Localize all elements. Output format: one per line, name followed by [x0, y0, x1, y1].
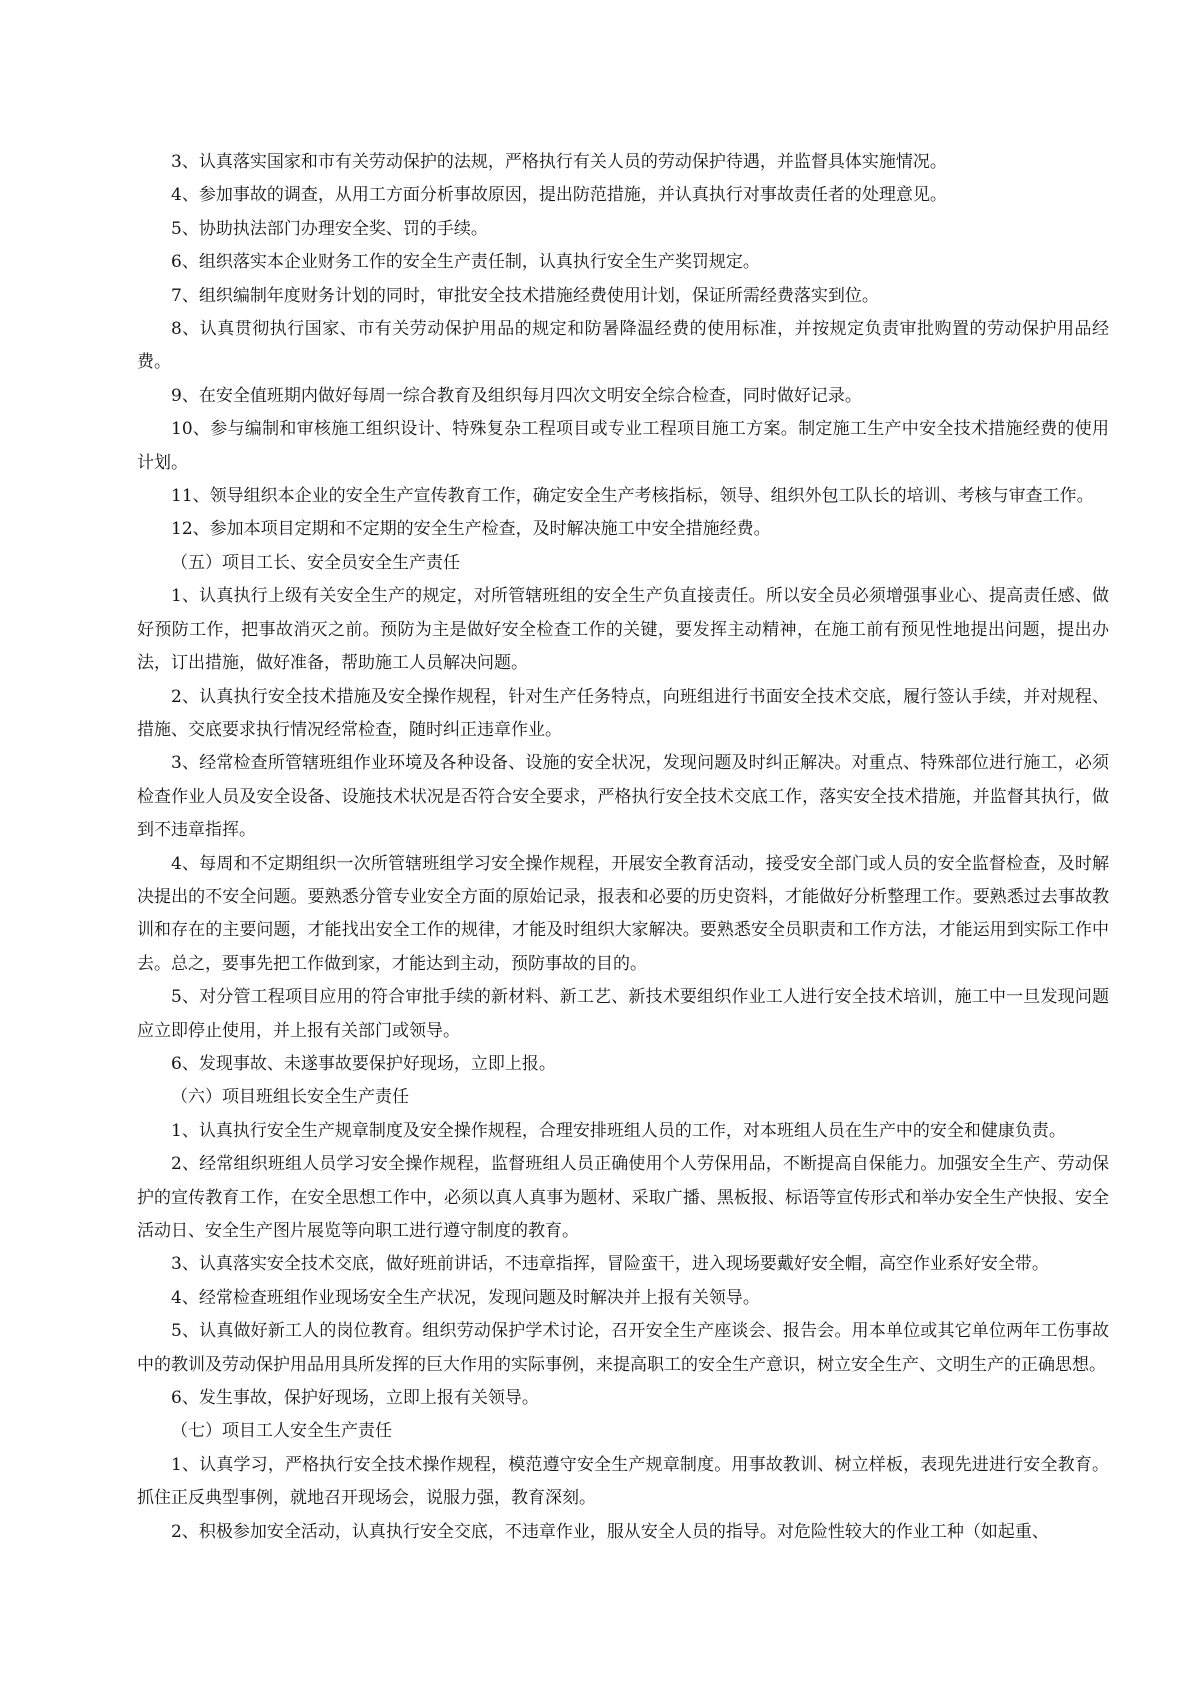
paragraph: 3、认真落实安全技术交底，做好班前讲话，不违章指挥，冒险蛮干，进入现场要戴好安全帽，高空作业系好安全带。: [171, 1254, 1049, 1275]
paragraph: 1、认真学习，严格执行安全技术操作规程，模范遵守安全生产规章制度。用事故教训、树立样板，表现先进进行安全教育。抓住正反典型事例，就地召开现场会，说服力强，教育深刻。: [137, 1454, 1109, 1509]
paragraph: 3、认真落实国家和市有关劳动保护的法规，严格执行有关人员的劳动保护待遇，并监督具体实施情况。: [171, 152, 947, 172]
paragraph: 5、认真做好新工人的岗位教育。组织劳动保护学术讨论，召开安全生产座谈会、报告会。用本单位或其它单位两年工伤事故中的教训及劳动保护用品用具所发挥的巨大作用的实际事例，来提高职工的安全生产意识，树立安全生产、文明生产的正确思想。: [137, 1321, 1109, 1375]
paragraph: 5、对分管工程项目应用的符合审批手续的新材料、新工艺、新技术要组织作业工人进行安全技术培训，施工中一旦发现问题应立即停止使用，并上报有关部门或领导。: [137, 987, 1109, 1041]
paragraph: 6、发生事故，保护好现场，立即上报有关领导。: [171, 1388, 539, 1409]
paragraph: 3、经常检查所管辖班组作业环境及各种设备、设施的安全状况，发现问题及时纠正解决。对重点、特殊部位进行施工，必须检查作业人员及安全设备、设施技术状况是否符合安全要求，严格执行安全技术交底工作，落实安全技术措施，并监督其执行，做到不违章指挥。: [137, 753, 1109, 841]
paragraph: 6、组织落实本企业财务工作的安全生产责任制，认真执行安全生产奖罚规定。: [171, 252, 760, 273]
paragraph: 4、每周和不定期组织一次所管辖班组学习安全操作规程，开展安全教育活动，接受安全部门或人员的安全监督检查，及时解决提出的不安全问题。要熟悉分管专业安全方面的原始记录，报表和必要的历史资料，才能做好分析整理工作。要熟悉过去事故教训和存在的主要问题，才能找出安全工作的规律，才能及时组织大家解决。要熟悉安全员职责和工作方法，才能运用到实际工作中去。总之，要事先把工作做到家，才能达到主动，预防事故的目的。: [137, 853, 1109, 974]
section-heading: （五）项目工长、安全员安全生产责任: [171, 552, 460, 573]
section-heading: （七）项目工人安全生产责任: [171, 1421, 392, 1442]
paragraph: 2、积极参加安全活动，认真执行安全交底，不违章作业，服从安全人员的指导。对危险性较大的作业工种（如起重、: [171, 1521, 1049, 1542]
document-body: [137, 146, 1109, 1549]
paragraph: 6、发现事故、未遂事故要保护好现场，立即上报。: [171, 1053, 556, 1074]
paragraph: 2、认真执行安全技术措施及安全操作规程，针对生产任务特点，向班组进行书面安全技术交底，履行签认手续，并对规程、措施、交底要求执行情况经常检查，随时纠正违章作业。: [137, 686, 1109, 740]
paragraph: 10、参与编制和审核施工组织设计、特殊复杂工程项目或专业工程项目施工方案。制定施工生产中安全技术措施经费的使用计划。: [137, 419, 1109, 473]
paragraph: 8、认真贯彻执行国家、市有关劳动保护用品的规定和防暑降温经费的使用标准，并按规定负责审批购置的劳动保护用品经费。: [137, 319, 1109, 373]
paragraph: 4、经常检查班组作业现场安全生产状况，发现问题及时解决并上报有关领导。: [171, 1287, 760, 1308]
paragraph: 2、经常组织班组人员学习安全操作规程，监督班组人员正确使用个人劳保用品，不断提高自保能力。加强安全生产、劳动保护的宣传教育工作，在安全思想工作中，必须以真人真事为题材、采取广播、黑板报、标语等宣传形式和举办安全生产快报、安全活动日、安全生产图片展览等向职工进行遵守制度的教育。: [137, 1154, 1109, 1241]
paragraph: 1、认真执行上级有关安全生产的规定，对所管辖班组的安全生产负直接责任。所以安全员必须增强事业心、提高责任感、做好预防工作，把事故消灭之前。预防为主是做好安全检查工作的关键，要发挥主动精神，在施工前有预见性地提出问题，提出办法，订出措施，做好准备，帮助施工人员解决问题。: [137, 586, 1109, 674]
section-heading: （六）项目班组长安全生产责任: [171, 1087, 409, 1108]
paragraph: 9、在安全值班期内做好每周一综合教育及组织每月四次文明安全综合检查，同时做好记录。: [171, 385, 862, 406]
paragraph: 1、认真执行安全生产规章制度及安全操作规程，合理安排班组人员的工作，对本班组人员在生产中的安全和健康负责。: [171, 1120, 1066, 1141]
paragraph: 4、参加事故的调查，从用工方面分析事故原因，提出防范措施，并认真执行对事故责任者的处理意见。: [171, 185, 947, 206]
paragraph: 12、参加本项目定期和不定期的安全生产检查，及时解决施工中安全措施经费。: [171, 519, 771, 540]
paragraph: 5、协助执法部门办理安全奖、罚的手续。: [171, 218, 488, 239]
paragraph: 11、领导组织本企业的安全生产宣传教育工作，确定安全生产考核指标，领导、组织外包工队长的培训、考核与审查工作。: [171, 486, 1094, 507]
paragraph: 7、组织编制年度财务计划的同时，审批安全技术措施经费使用计划，保证所需经费落实到位。: [171, 285, 879, 306]
